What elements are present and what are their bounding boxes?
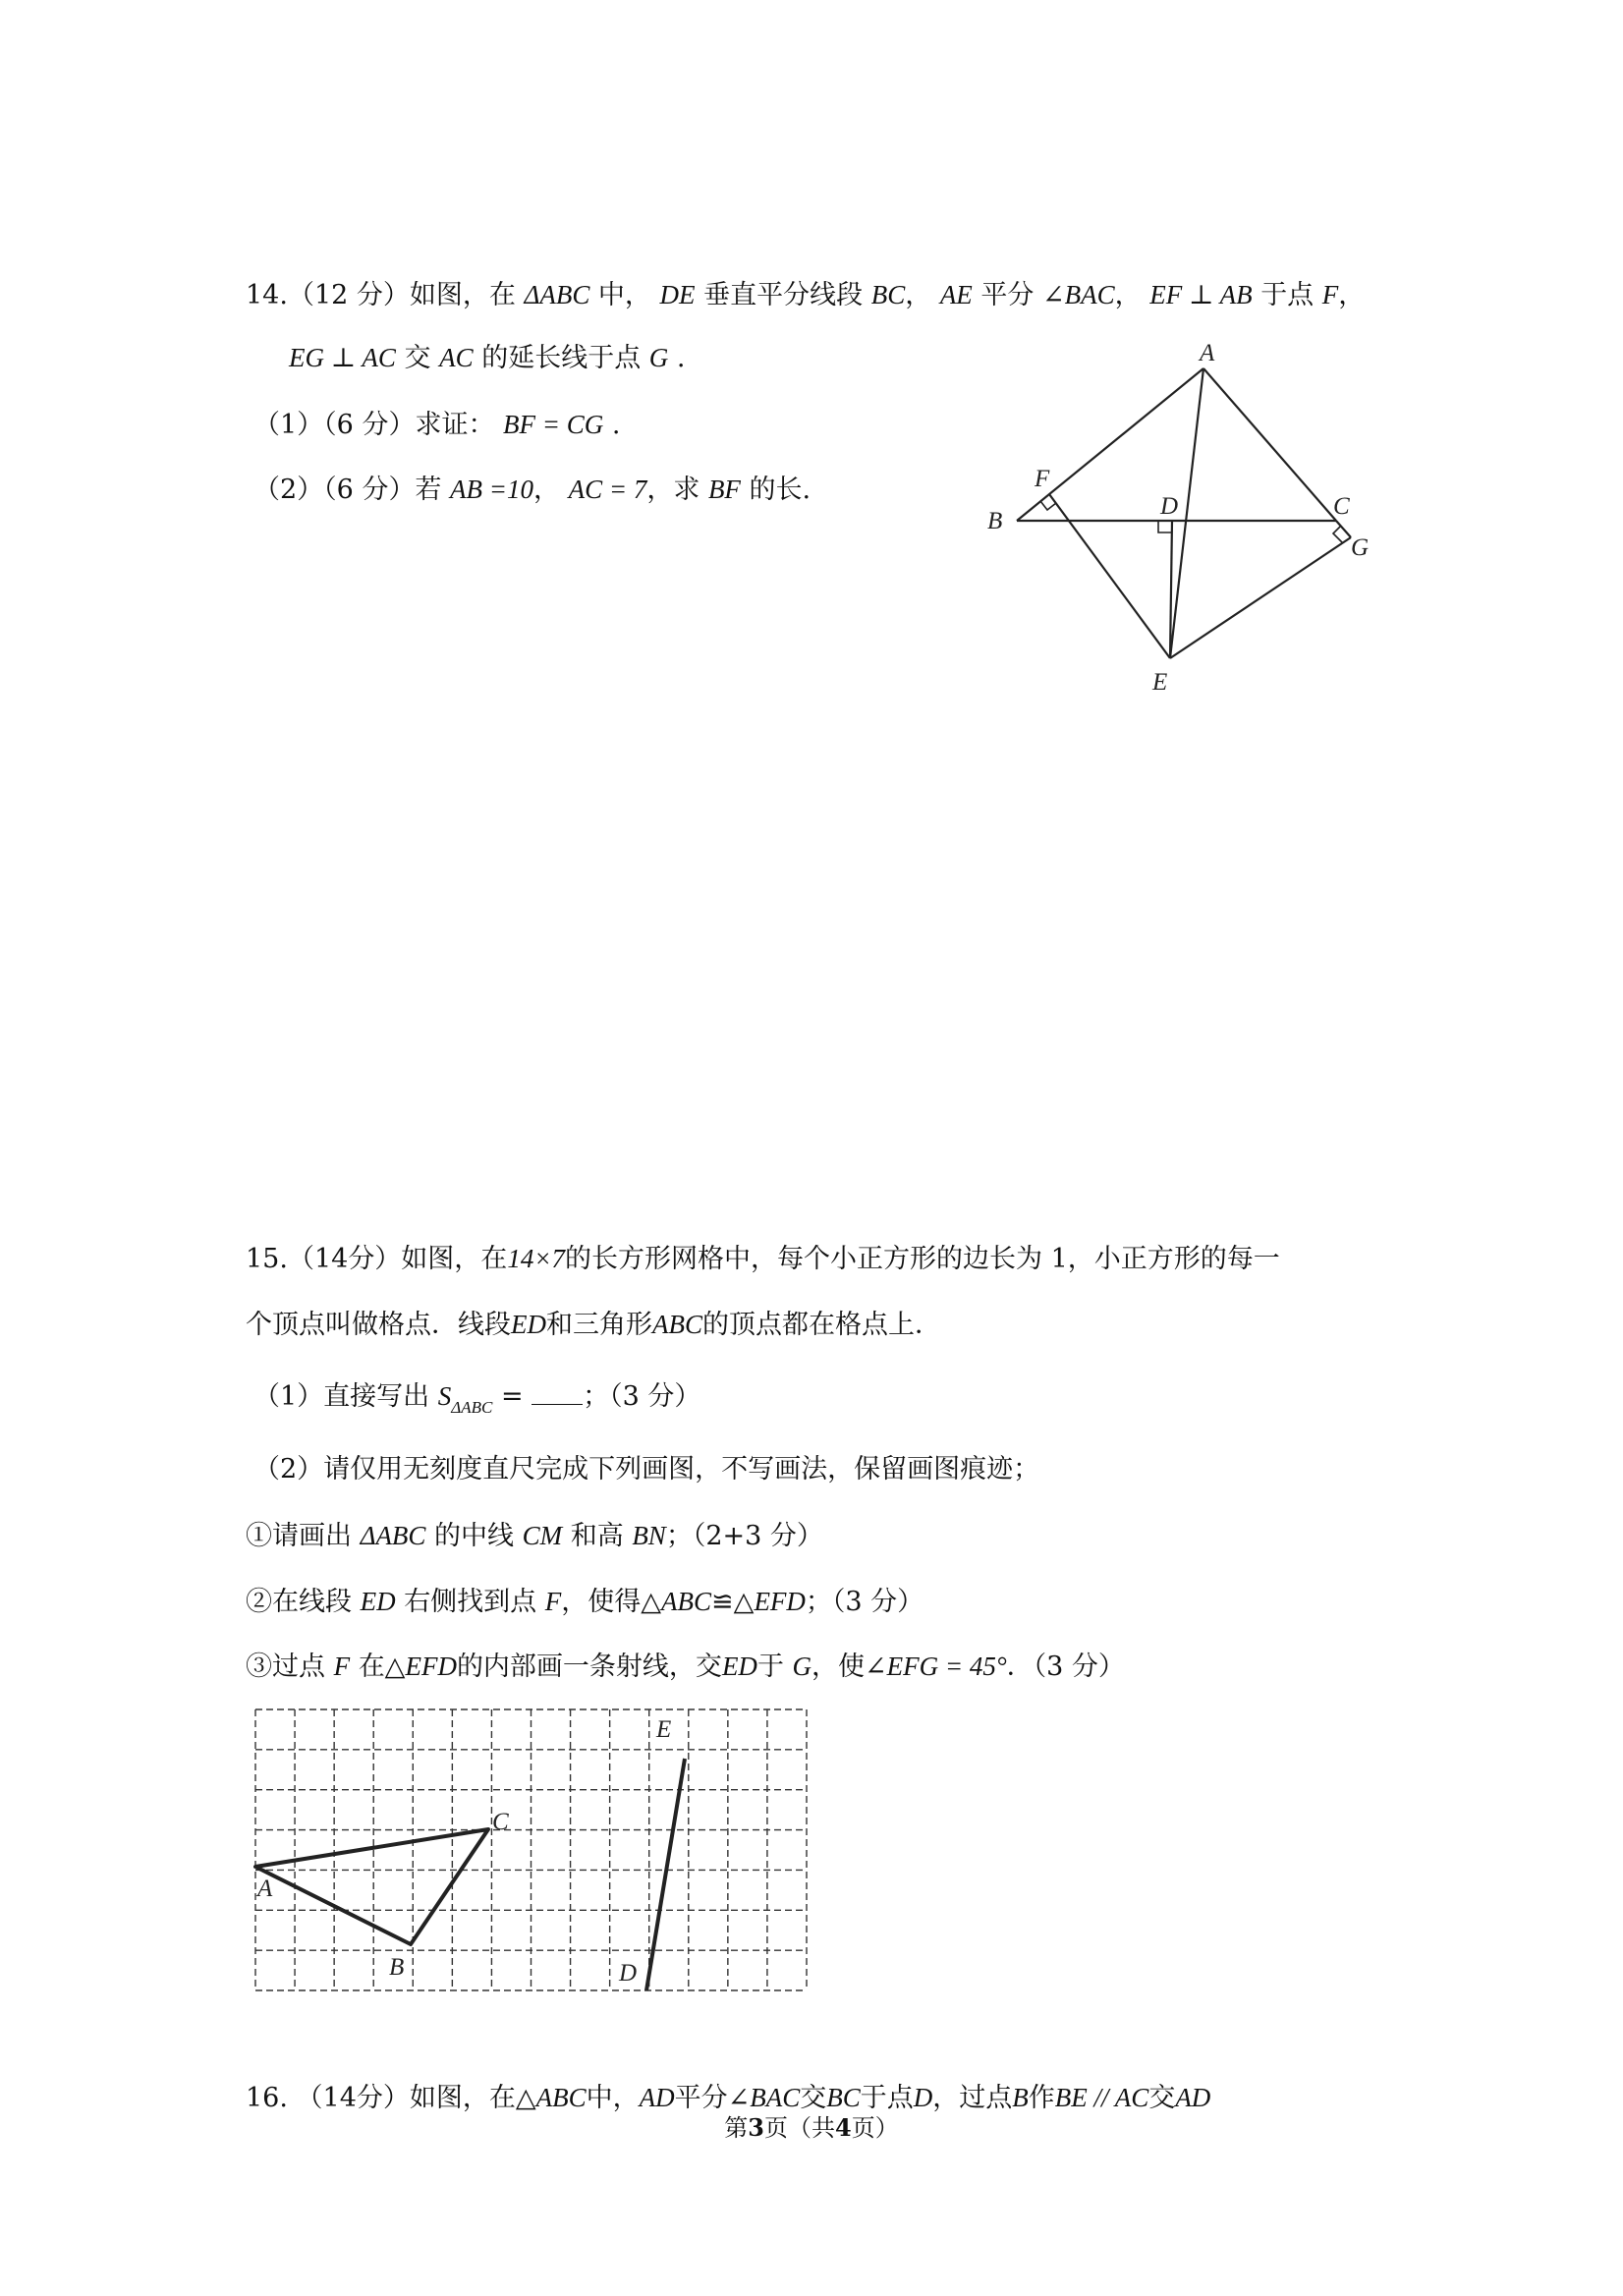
q14-label-d: D	[1160, 493, 1179, 520]
q15-label-e: E	[656, 1716, 672, 1743]
q14-seg-eg	[1170, 537, 1351, 658]
q15-triangle-abc	[255, 1829, 488, 1944]
q14-tri-abc: ΔABC	[524, 280, 590, 309]
q15-label-c: C	[492, 1809, 509, 1835]
q15-item2: ②在线段 ED 右侧找到点 F，使得△ABC≌△EFD；（3 分）	[246, 1587, 924, 1617]
q14-part2: （2）（6 分）若 AB =10， AC = 7，求 BF 的长.	[253, 475, 812, 505]
q15-grid-figure	[253, 1708, 809, 1992]
q14-label-b: B	[987, 508, 1003, 534]
q15-line2: 个顶点叫做格点．线段ED和三角形ABC的顶点都在格点上．	[246, 1310, 941, 1340]
q15-segment-ed	[646, 1759, 685, 1990]
q15-part1: （1）直接写出 $S_{\Delta ABC}$ = ；（3 分）	[253, 1378, 700, 1426]
q15-part2: （2）请仅用无刻度直尺完成下列画图，不写画法，保留画图痕迹；	[253, 1454, 1040, 1484]
q15-line1: 15.（14分）如图，在14×7的长方形网格中，每个小正方形的边长为 1，小正方形的每一	[246, 1244, 1280, 1274]
q14-line2: EG ⊥ AC 交 AC 的延长线于点 G .	[289, 343, 686, 373]
q14-part1: （1）（6 分）求证： BF = CG .	[253, 410, 621, 440]
q15-label-b: B	[389, 1954, 405, 1981]
footer-total-pages: 4	[835, 2113, 852, 2142]
q15-answer-blank	[532, 1378, 583, 1405]
q14-seg-ef	[1049, 494, 1170, 658]
q14-label-c: C	[1333, 493, 1350, 520]
q14-label-a: A	[1200, 340, 1215, 366]
q14-geometry-figure	[978, 334, 1390, 707]
q14-line1: 14.（12 分）如图，在 ΔABC 中， DE 垂直平分线段 BC， AE 平分 ∠BAC， EF ⊥ AB 于点 F，	[246, 280, 1366, 310]
q14-seg-ac	[1203, 368, 1336, 521]
q15-label-a: A	[257, 1876, 273, 1902]
q15-item3: ③过点 F 在△EFD的内部画一条射线，交ED于 G，使∠EFG = 45°．（3 分）	[246, 1652, 1125, 1682]
q14-label-f: F	[1035, 466, 1050, 492]
page-footer: 第3页（共4页）	[724, 2113, 899, 2142]
footer-page-number: 3	[748, 2113, 764, 2142]
q15-label-d: D	[619, 1960, 638, 1987]
q14-label-g: G	[1351, 534, 1370, 561]
q15-item1: ①请画出 ΔABC 的中线 CM 和高 BN；（2+3 分）	[246, 1521, 823, 1551]
q14-right-angle-d	[1158, 521, 1171, 532]
q16-line1: 16. （14分）如图，在△ABC中，AD平分∠BAC交BC于点D，过点B作BE // AC交AD	[246, 2083, 1211, 2113]
q14-right-angle-f	[1040, 501, 1056, 510]
q14-label-e: E	[1152, 669, 1168, 696]
